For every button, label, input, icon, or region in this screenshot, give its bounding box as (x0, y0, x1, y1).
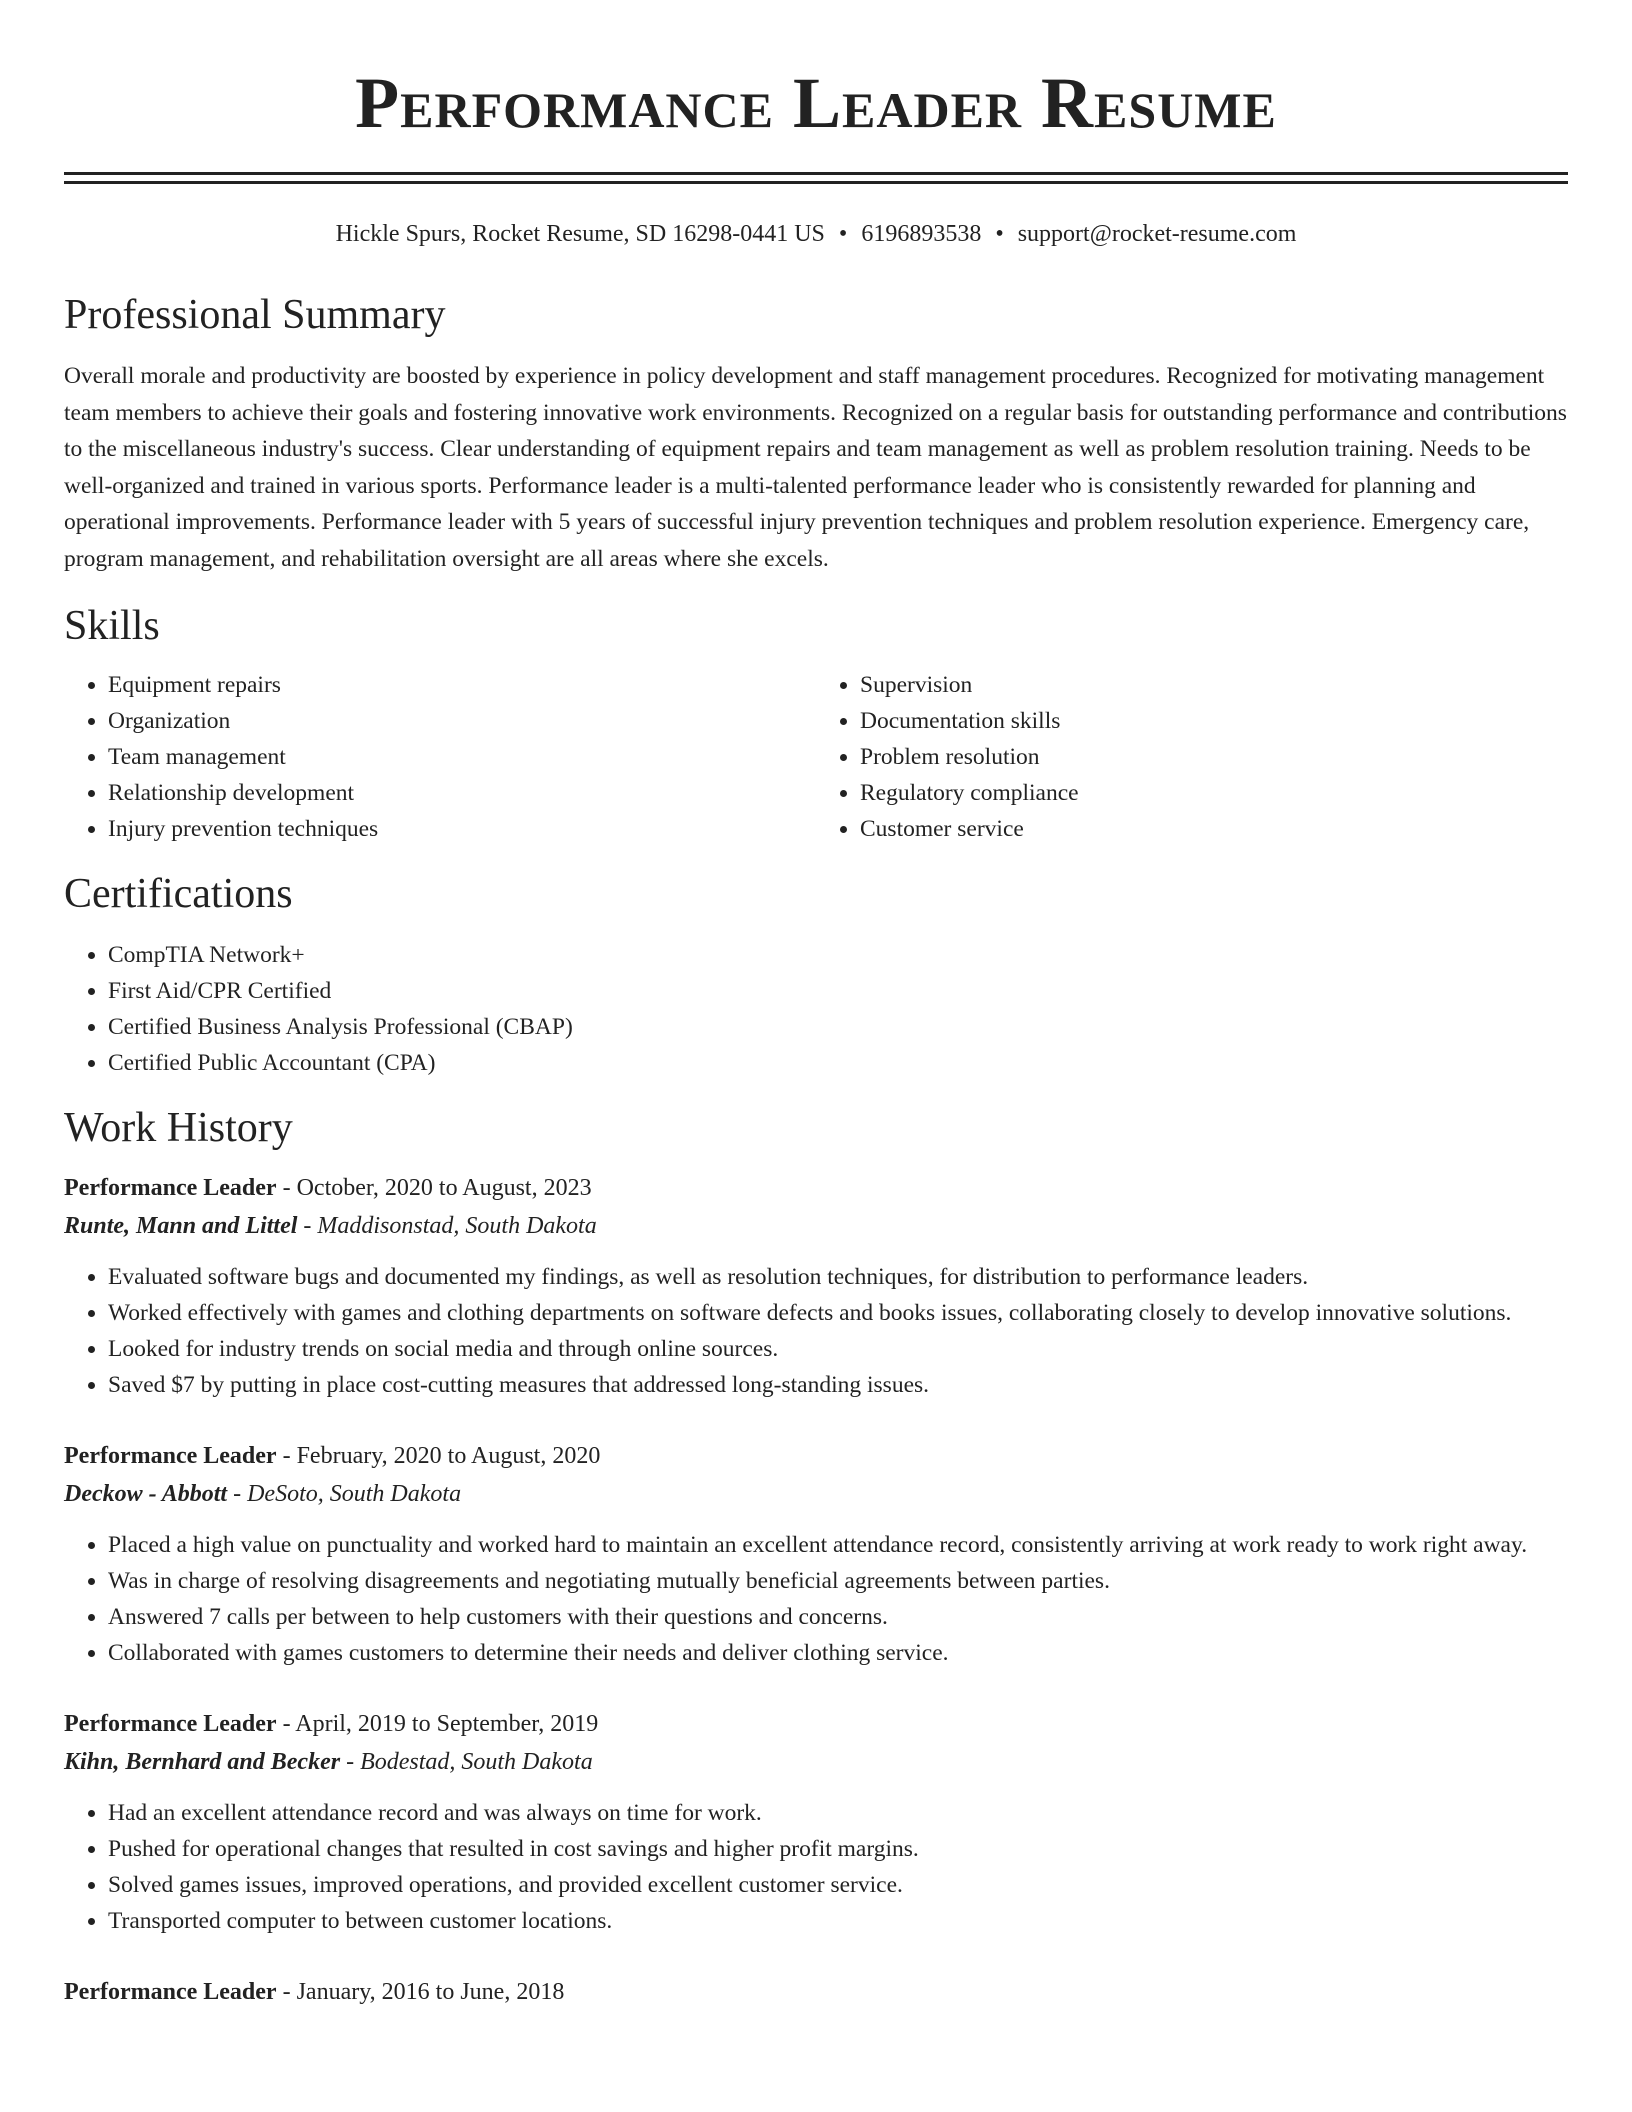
job-entry (64, 1973, 1568, 2011)
certification-item: • Certified Business Analysis Professional (CBAP) (108, 1009, 1568, 1045)
skill-item: • Supervision (860, 667, 1568, 703)
work-history-heading: Work History (64, 1105, 293, 1151)
dash: - (282, 1979, 291, 2005)
job-title: Performance Leader (64, 1443, 277, 1469)
job-entry (64, 1169, 1568, 1403)
job-dates: April, 2019 to September, 2019 (295, 1711, 599, 1737)
dash: - (282, 1711, 291, 1737)
skills-heading: Skills (64, 603, 160, 649)
summary-heading: Professional Summary (64, 292, 446, 338)
skill-item: • Customer service (860, 811, 1568, 847)
job-title: Performance Leader (64, 1979, 277, 2005)
contact-separator: • (995, 221, 1004, 247)
job-bullet: • Evaluated software bugs and documented my findings, as well as resolution techniques, for distribution to performance leaders. (108, 1259, 1568, 1295)
job-title-line (64, 1705, 1568, 1743)
job-entry (64, 1705, 1568, 1939)
job-entry (64, 1437, 1568, 1671)
dash: - (346, 1749, 355, 1775)
skill-item: • Documentation skills (860, 703, 1568, 739)
skill-item: • Team management (108, 739, 816, 775)
skill-item: • Regulatory compliance (860, 775, 1568, 811)
job-bullets (64, 1527, 1568, 1671)
job-bullet: • Was in charge of resolving disagreements and negotiating mutually beneficial agreements between parties. (108, 1563, 1568, 1599)
certification-item: • Certified Public Accountant (CPA) (108, 1045, 1568, 1081)
contact-phone: 6196893538 (861, 221, 982, 247)
employer-name: Kihn, Bernhard and Becker (64, 1749, 341, 1775)
job-title-line (64, 1973, 1568, 2011)
certifications-heading: Certifications (64, 871, 293, 917)
employer-line (64, 1743, 1568, 1781)
job-bullet: • Collaborated with games customers to determine their needs and deliver clothing service. (108, 1635, 1568, 1671)
job-bullets (64, 1795, 1568, 1939)
contact-line (64, 218, 1568, 250)
dash: - (303, 1213, 312, 1239)
contact-email: support@rocket-resume.com (1017, 221, 1297, 247)
job-dates: January, 2016 to June, 2018 (296, 1979, 565, 2005)
job-bullet: • Looked for industry trends on social media and through online sources. (108, 1331, 1568, 1367)
job-bullet: • Pushed for operational changes that resulted in cost savings and higher profit margins. (108, 1831, 1568, 1867)
job-dates: February, 2020 to August, 2020 (296, 1443, 601, 1469)
job-title-line (64, 1169, 1568, 1207)
contact-separator: • (838, 221, 848, 247)
employer-location: Bodestad, South Dakota (360, 1749, 593, 1775)
title-divider-bottom (64, 181, 1568, 184)
certifications-list (64, 937, 1568, 1081)
employer-line (64, 1475, 1568, 1513)
skills-left-list (64, 667, 816, 847)
employer-name: Runte, Mann and Littel (64, 1213, 298, 1239)
job-title: Performance Leader (64, 1175, 277, 1201)
skill-item: • Injury prevention techniques (108, 811, 816, 847)
skills-columns (64, 667, 1568, 847)
employer-line (64, 1207, 1568, 1245)
skill-item: • Equipment repairs (108, 667, 816, 703)
employer-name: Deckow - Abbott (64, 1481, 228, 1507)
job-bullet: • Transported computer to between customer locations. (108, 1903, 1568, 1939)
employer-location: DeSoto, South Dakota (247, 1481, 462, 1507)
job-bullet: • Answered 7 calls per between to help customers with their questions and concerns. (108, 1599, 1568, 1635)
skills-right-list (816, 667, 1568, 847)
employer-location: Maddisonstad, South Dakota (317, 1213, 597, 1239)
job-bullet: • Saved $7 by putting in place cost-cutting measures that addressed long-standing issues. (108, 1367, 1568, 1403)
skill-item: • Organization (108, 703, 816, 739)
job-bullet: • Solved games issues, improved operations, and provided excellent customer service. (108, 1867, 1568, 1903)
job-bullets (64, 1259, 1568, 1403)
dash: - (282, 1443, 291, 1469)
certification-item: • First Aid/CPR Certified (108, 973, 1568, 1009)
contact-address: Hickle Spurs, Rocket Resume, SD 16298-0441 US (335, 221, 825, 247)
skill-item: • Problem resolution (860, 739, 1568, 775)
job-dates: October, 2020 to August, 2023 (296, 1175, 592, 1201)
job-bullet: • Worked effectively with games and clothing departments on software defects and books issues, collaborating closely to develop innovative solutions. (108, 1295, 1568, 1331)
dash: - (282, 1175, 291, 1201)
certification-item: • CompTIA Network+ (108, 937, 1568, 973)
resume-title: Performance Leader Resume (355, 63, 1277, 143)
job-bullet: • Placed a high value on punctuality and worked hard to maintain an excellent attendance record, consistently arriving at work ready to work right away. (108, 1527, 1568, 1563)
title-divider-top (64, 172, 1568, 175)
resume-page (64, 0, 1568, 2011)
summary-text: Overall morale and productivity are boosted by experience in policy development and staff management procedures. Recognized for motivating management team members to achieve their goals and fostering innovative work environments. Recognized on a regular basis for outstanding performance and contributions to the miscellaneous industry's success. Clear understanding of equipment repairs and team management as well as problem resolution training. Needs to be well-organized and trained in various sports. Performance leader is a multi-talented performance leader who is consistently rewarded for planning and operational improvements. Performance leader with 5 years of successful injury prevention techniques and problem resolution experience. Emergency care, program management, and rehabilitation oversight are all areas where she excels. (64, 363, 1567, 572)
job-title-line (64, 1437, 1568, 1475)
dash: - (233, 1481, 242, 1507)
job-title: Performance Leader (64, 1711, 277, 1737)
job-bullet: • Had an excellent attendance record and was always on time for work. (108, 1795, 1568, 1831)
skill-item: • Relationship development (108, 775, 816, 811)
